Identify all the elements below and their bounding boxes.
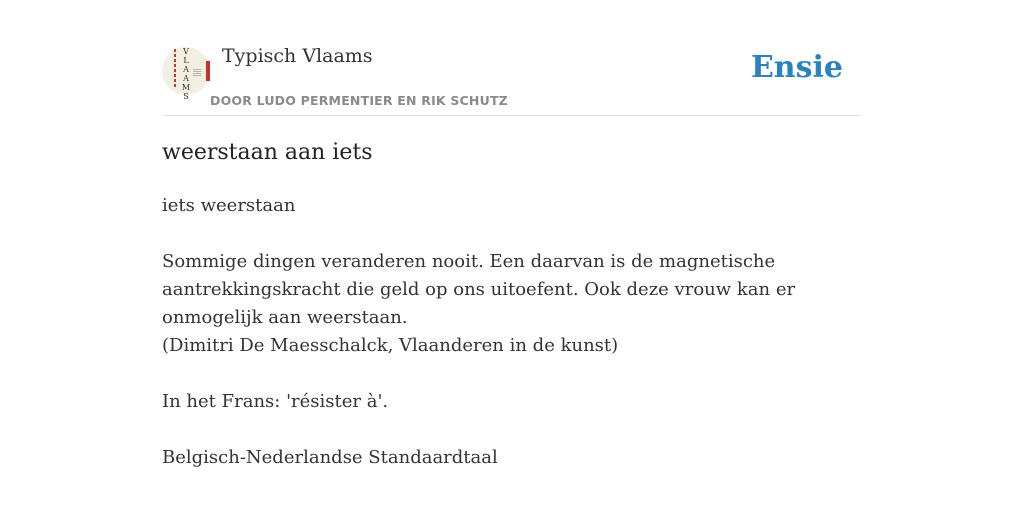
logo-small-print xyxy=(193,69,201,77)
logo-decoration xyxy=(174,49,176,87)
header xyxy=(162,0,862,116)
ensie-brand-link[interactable]: Ensie xyxy=(750,50,843,85)
book-cover-logo[interactable] xyxy=(162,47,210,101)
entry-example: Sommige dingen veranderen nooit. Een daarvan is de magnetische aantrekkingskracht die geld op ons uitoefent. Ook deze vrouw kan er onmogelijk aan weerstaan. xyxy=(162,251,796,328)
entry-body xyxy=(162,192,862,472)
logo-edge xyxy=(206,61,210,81)
byline: DOOR LUDO PERMENTIER EN RIK SCHUTZ xyxy=(210,93,508,108)
logo-lettering: V L A A M S xyxy=(181,47,191,101)
page-container xyxy=(162,0,862,468)
entry-synonym: iets weerstaan xyxy=(162,195,296,216)
entry-example-source: (Dimitri De Maesschalck, Vlaanderen in de kunst) xyxy=(162,335,619,356)
entry-french: In het Frans: 'résister à'. xyxy=(162,391,389,412)
entry-register: Belgisch-Nederlandse Standaardtaal xyxy=(162,447,498,468)
entry-headword: weerstaan aan iets xyxy=(162,140,373,165)
site-title[interactable]: Typisch Vlaams xyxy=(222,45,373,67)
